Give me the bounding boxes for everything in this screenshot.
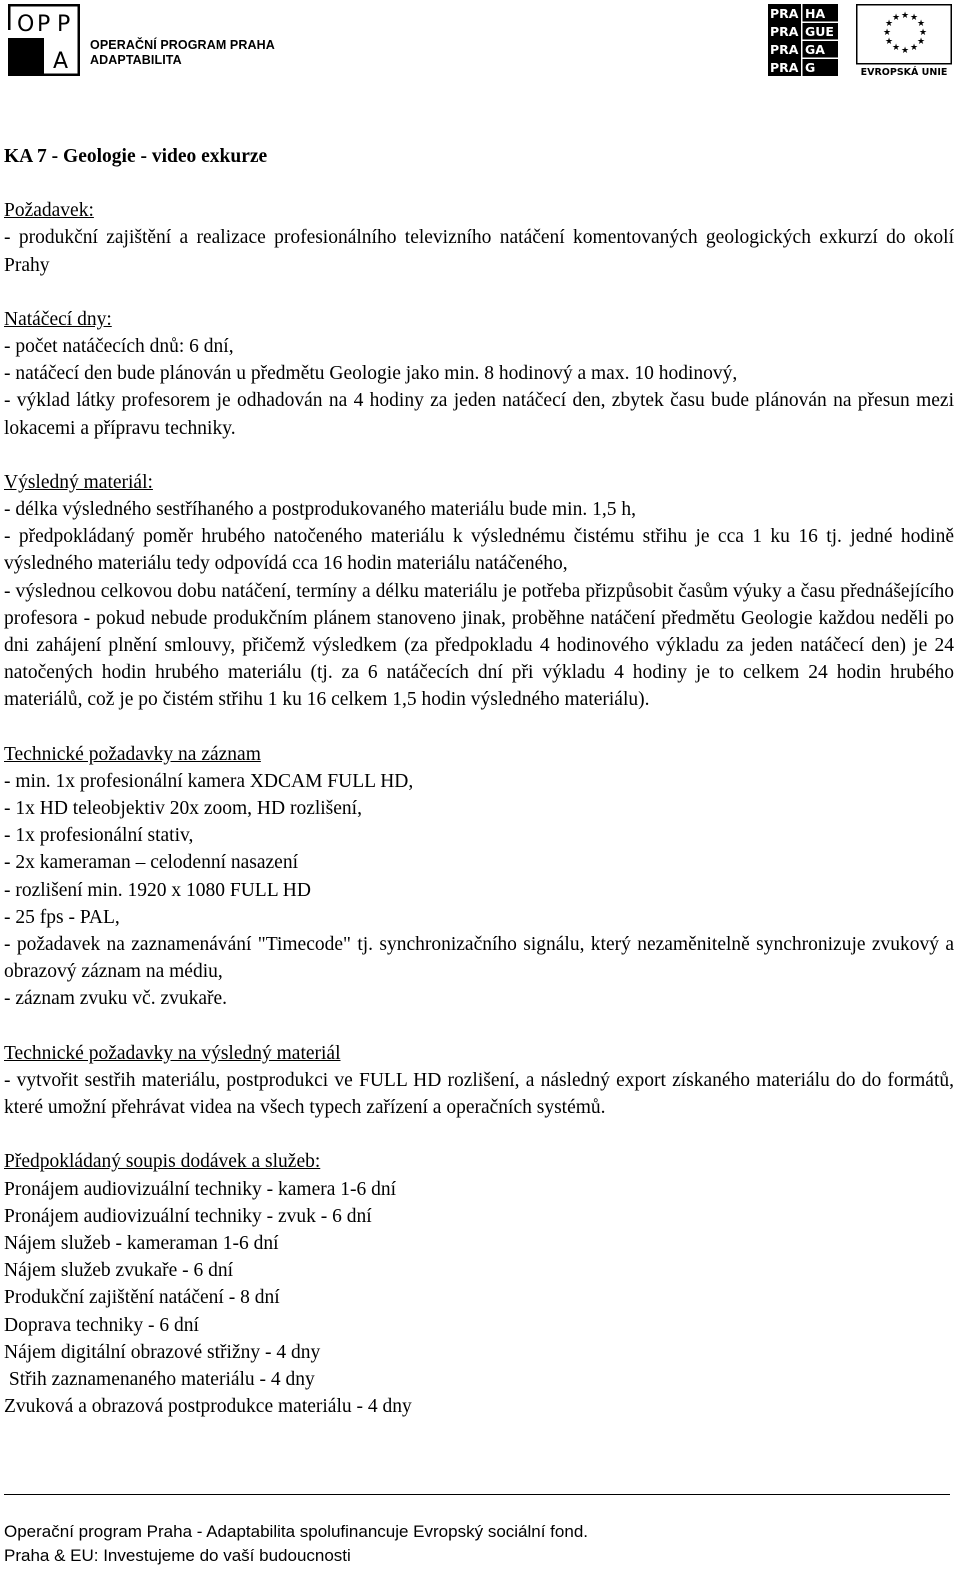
section-heading: Předpokládaný soupis dodávek a služeb:	[4, 1151, 321, 1173]
opp-logo-line1: OPERAČNÍ PROGRAM PRAHA	[90, 38, 275, 52]
svg-text:★: ★	[910, 43, 919, 53]
section-tech-recording	[4, 741, 954, 1013]
list-item: - 2x kameraman – celodenní nasazení	[4, 852, 298, 874]
paragraph: - předpokládaný poměr hrubého natočeného materiálu k výslednému čistému střihu je cca 1 ku 16 tj. jedné hodině výsledného materiálu tedy odpovídá cca 16 hodin materiálu natáčeného,	[4, 526, 954, 575]
prague-row2-left: PRA	[770, 24, 799, 39]
footer-line2: Praha & EU: Investujeme do vaší budoucnosti	[4, 1546, 351, 1565]
eu-flag-logo	[856, 4, 952, 78]
opp-letter-p2: P	[57, 12, 71, 37]
opp-logo-line2: ADAPTABILITA	[90, 53, 182, 67]
prague-row1-right: HA	[805, 6, 826, 21]
paragraph: - natáčecí den bude plánován u předmětu Geologie jako min. 8 hodinový a max. 10 hodinový,	[4, 363, 738, 385]
document-body	[4, 143, 954, 1420]
section-shooting-days	[4, 306, 954, 442]
svg-text:★: ★	[901, 11, 910, 21]
list-item: Nájem digitální obrazové střižny - 4 dny	[4, 1341, 321, 1363]
paragraph: - počet natáčecích dnů: 6 dní,	[4, 336, 234, 358]
list-item: - min. 1x profesionální kamera XDCAM FULL HD,	[4, 770, 414, 792]
paragraph: - vytvořit sestřih materiálu, postprodukci ve FULL HD rozlišení, a následný export získaného materiálu do do formátů, které umožní přehrávat videa na všech typech zařízení a operačních systémů.	[4, 1069, 954, 1119]
eu-logo-label: EVROPSKÁ UNIE	[860, 67, 948, 78]
list-item: Pronájem audiovizuální techniky - kamera 1-6 dní	[4, 1178, 397, 1200]
paragraph: - produkční zajištění a realizace profesionálního televizního natáčení komentovaných geologických exkurzí do okolí Prahy	[4, 227, 954, 276]
list-item: Doprava techniky - 6 dní	[4, 1314, 199, 1336]
document-title: KA 7 - Geologie - video exkurze	[4, 146, 268, 167]
svg-text:★: ★	[885, 37, 894, 47]
section-tech-result	[4, 1040, 954, 1122]
section-heading: Technické požadavky na záznam	[4, 743, 261, 765]
paragraph: - výklad látky profesorem je odhadován na 4 hodiny za jeden natáčecí den, zbytek času bude plánován na přesun mezi lokacemi a přípravu techniky.	[4, 390, 954, 439]
prague-row2-right: GUE	[805, 24, 834, 39]
svg-text:★: ★	[919, 28, 928, 38]
svg-text:★: ★	[917, 37, 926, 47]
prague-row4-left: PRA	[770, 60, 799, 75]
list-item: - 25 fps - PAL,	[4, 906, 120, 928]
svg-text:★: ★	[917, 19, 926, 29]
footer-divider	[4, 1494, 950, 1495]
prague-row1-left: PRA	[770, 6, 799, 21]
prague-row3-left: PRA	[770, 42, 799, 57]
svg-text:★: ★	[885, 19, 894, 29]
list-item: Produkční zajištění natáčení - 8 dní	[4, 1287, 280, 1309]
footer-line1: Operační program Praha - Adaptabilita spolufinancuje Evropský sociální fond.	[4, 1522, 588, 1541]
svg-text:★: ★	[892, 13, 901, 23]
svg-text:★: ★	[892, 43, 901, 53]
list-item: - záznam zvuku vč. zvukaře.	[4, 988, 228, 1010]
list-item: - rozlišení min. 1920 x 1080 FULL HD	[4, 879, 311, 901]
list-item: Nájem služeb - kameraman 1-6 dní	[4, 1232, 279, 1254]
page-header	[0, 0, 960, 90]
section-deliverables	[4, 1148, 954, 1420]
prague-row3-right: GA	[805, 42, 825, 57]
svg-text:★: ★	[910, 13, 919, 23]
opp-letter-a: A	[53, 49, 69, 74]
section-heading: Technické požadavky na výsledný materiál	[4, 1042, 341, 1064]
section-requirement	[4, 197, 954, 279]
paragraph: - délka výsledného sestříhaného a postprodukovaného materiálu bude min. 1,5 h,	[4, 499, 636, 521]
list-item: - 1x profesionální stativ,	[4, 825, 194, 847]
prague-row4-right: G	[805, 60, 816, 75]
list-item: Pronájem audiovizuální techniky - zvuk - 6 dní	[4, 1205, 372, 1227]
opp-letter-o: O	[17, 12, 35, 37]
paragraph: - výslednou celkovou dobu natáčení, termíny a délku materiálu je potřeba přizpůsobit časům výuky a času přednášejícího profesora - pokud nebude produkčním plánem stanoveno jinak, proběhne natáčení předmětu Geologie každou neděli po dni zahájení plnění smlouvy, přičemž výsledkem (za předpokladu 4 hodinového výkladu za jeden natáčecí den) je 24 natočených hodin hrubého materiálu (tj. za 6 natáčecích dní při výkladu 4 hodiny je to celkem 24 hodin hrubého materiálů, což je po čistém střihu 1 ku 16 celkem 1,5 hodin výsledného materiálu).	[4, 580, 954, 711]
list-item: - 1x HD teleobjektiv 20x zoom, HD rozlišení,	[4, 798, 362, 820]
opp-logo	[8, 4, 80, 76]
opp-letter-p1: P	[37, 12, 51, 37]
section-heading: Výsledný materiál:	[4, 471, 153, 493]
section-heading: Natáčecí dny:	[4, 308, 112, 330]
svg-text:★: ★	[901, 46, 910, 56]
opp-logo-text	[90, 38, 275, 68]
list-item: Nájem služeb zvukaře - 6 dní	[4, 1260, 234, 1282]
prague-logo	[768, 4, 838, 76]
list-item: Střih zaznamenaného materiálu - 4 dny	[4, 1368, 315, 1390]
section-result-material	[4, 469, 954, 714]
list-item: - požadavek na zaznamenávání "Timecode" tj. synchronizačního signálu, který nezaměnitelně synchronizuje zvukový a obrazový záznam na médiu,	[4, 934, 954, 983]
section-heading: Požadavek:	[4, 200, 94, 222]
svg-text:★: ★	[883, 28, 892, 38]
list-item: Zvuková a obrazová postprodukce materiálu - 4 dny	[4, 1396, 412, 1418]
page-footer	[4, 1520, 588, 1568]
